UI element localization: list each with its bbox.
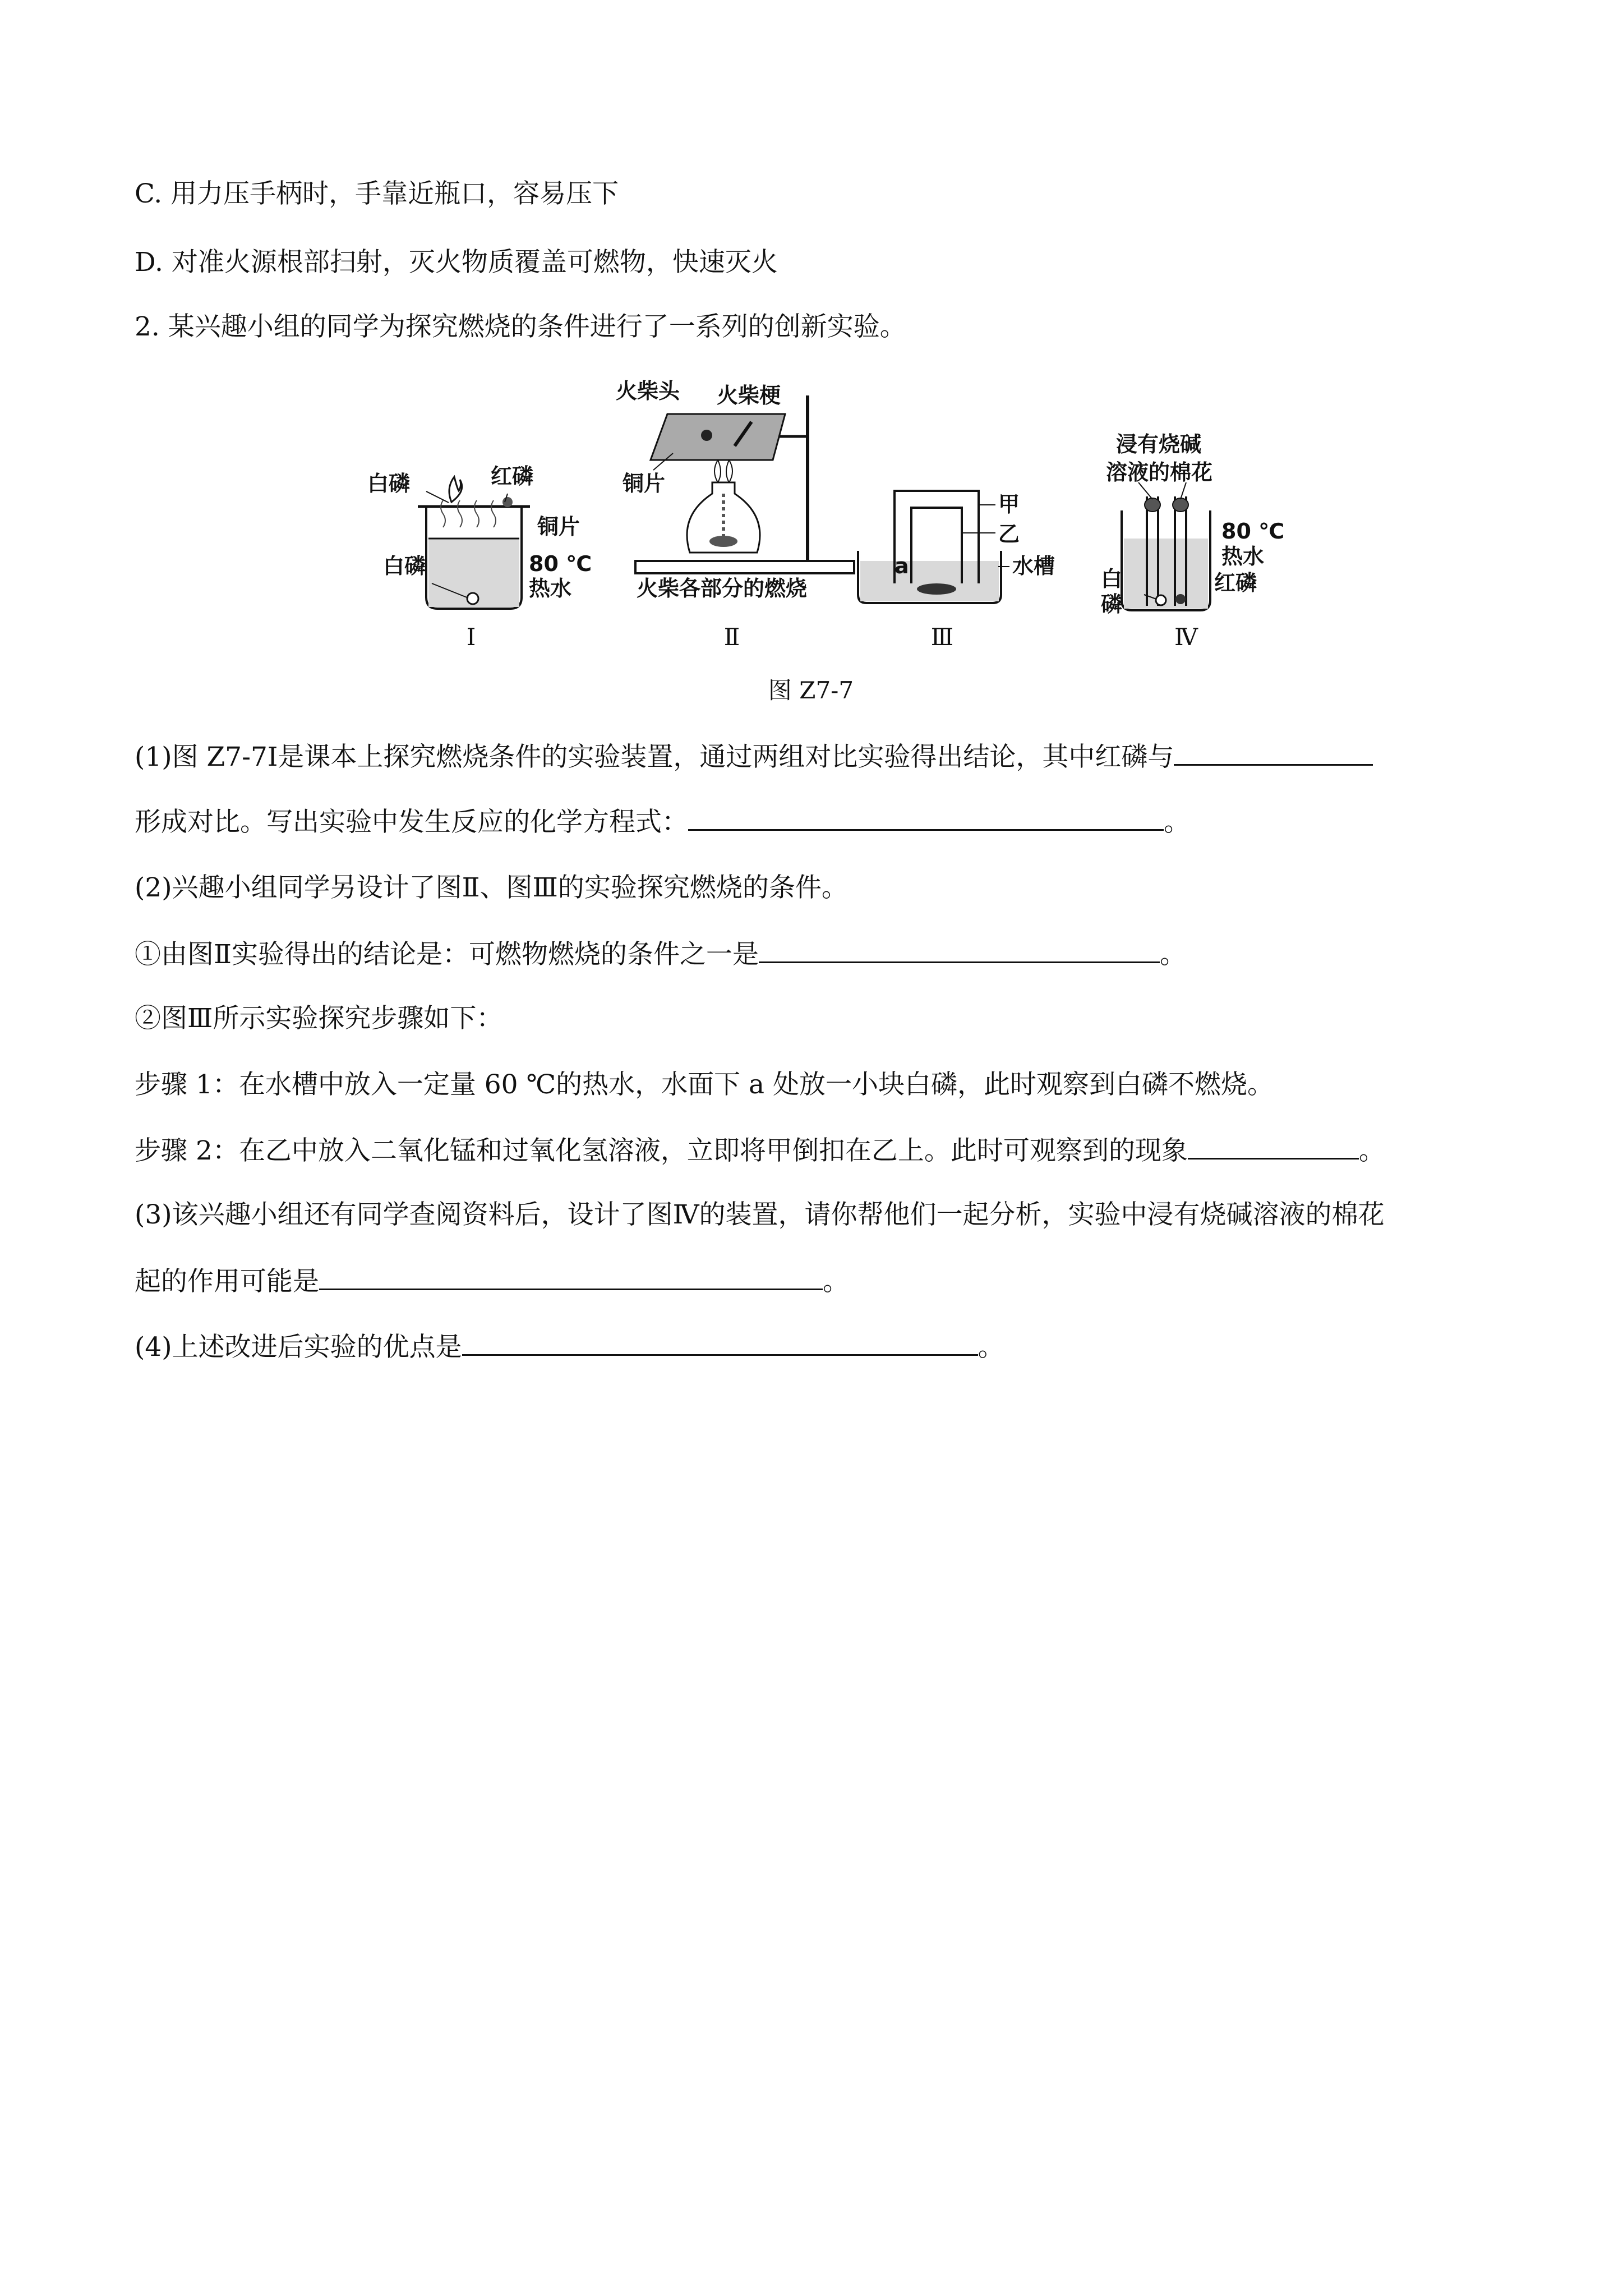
- experiment-figure: [0, 0, 1623, 724]
- part-4-line: [135, 1329, 1004, 1364]
- question-stem: 2. 某兴趣小组的同学为探究燃烧的条件进行了一系列的创新实验。: [135, 311, 906, 342]
- answer-blank-4[interactable]: [1188, 1133, 1359, 1159]
- part-2-1-period: 。: [1159, 939, 1186, 970]
- option-c: C. 用力压手柄时，手靠近瓶口，容易压下: [135, 178, 619, 209]
- part-2-1-line: [135, 937, 1186, 972]
- option-d: D. 对准火源根部扫射，灭火物质覆盖可燃物，快速灭火: [135, 247, 778, 278]
- answer-blank-1[interactable]: [1174, 739, 1373, 766]
- part-1-line-2: [135, 804, 1190, 839]
- part-2-2-intro: ②图Ⅲ所示实验探究步骤如下：: [135, 1003, 503, 1034]
- part-1-text: (1)图 Z7-7Ⅰ是课本上探究燃烧条件的实验装置，通过两组对比实验得出结论，其中红磷与: [135, 742, 1174, 772]
- panel-1-label-white-p-bottom: 白磷: [383, 554, 426, 578]
- panel-2-label-match-stick: 火柴梗: [717, 383, 781, 408]
- answer-blank-3[interactable]: [759, 937, 1160, 963]
- panel-4-label-white-p-2: 磷: [1101, 592, 1123, 616]
- panel-1-numeral: Ⅰ: [466, 623, 476, 651]
- panel-4-label-hot-water: 热水: [1221, 544, 1265, 569]
- panel-1-label-copper: 铜片: [537, 514, 580, 539]
- panel-3-numeral: Ⅲ: [930, 623, 954, 651]
- part-3-line-2: [135, 1264, 849, 1299]
- step-2-period: 。: [1358, 1135, 1385, 1166]
- panel-3-label-trough: 水槽: [1012, 554, 1055, 578]
- panel-1-label-hot-water: 热水: [529, 576, 572, 601]
- part-4-text: (4)上述改进后实验的优点是: [135, 1332, 462, 1363]
- step-1: 步骤 1：在水槽中放入一定量 60 ℃的热水，水面下 a 处放一小块白磷，此时观察到白磷不燃烧。: [135, 1069, 1274, 1100]
- panel-1-label-temp: 80 ℃: [529, 551, 592, 576]
- flame-icon: [449, 477, 462, 502]
- step-2-text: 步骤 2：在乙中放入二氧化锰和过氧化氢溶液，立即将甲倒扣在乙上。此时可观察到的现象: [135, 1135, 1188, 1166]
- part-3-line-1: (3)该兴趣小组还有同学查阅资料后，设计了图Ⅳ的装置，请你帮他们一起分析，实验中浸有烧碱溶液的棉花: [135, 1199, 1385, 1230]
- panel-4-label-white-p-1: 白: [1101, 567, 1123, 591]
- part-1-period: 。: [1164, 807, 1190, 838]
- answer-blank-2[interactable]: [688, 804, 1164, 831]
- part-1-equation-prompt: 形成对比。写出实验中发生反应的化学方程式：: [135, 807, 688, 838]
- panel-1-apparatus: [367, 464, 592, 651]
- panel-4-label-temp: 80 ℃: [1221, 519, 1285, 544]
- part-3-text: 起的作用可能是: [135, 1266, 319, 1297]
- panel-2-label-copper: 铜片: [623, 471, 666, 496]
- step-2-line: [135, 1133, 1385, 1168]
- panel-4-numeral: Ⅳ: [1174, 623, 1198, 651]
- panel-3-apparatus: [858, 491, 1055, 651]
- panel-3-label-jia: 甲: [998, 492, 1020, 517]
- panel-1-label-red-p: 红磷: [491, 464, 534, 489]
- panel-3-label-yi: 乙: [998, 522, 1020, 546]
- part-3-period: 。: [823, 1266, 849, 1297]
- part-4-period: 。: [978, 1332, 1004, 1363]
- panel-1-label-white-p-top: 白磷: [367, 471, 411, 496]
- figure-caption: 图 Z7-7: [768, 677, 854, 704]
- panel-2-apparatus: [616, 379, 854, 651]
- part-2-1-text: ①由图Ⅱ实验得出的结论是：可燃物燃烧的条件之一是: [135, 939, 759, 970]
- panel-3-label-a: a: [895, 554, 909, 578]
- part-1-line-1: [135, 739, 1373, 774]
- answer-blank-5[interactable]: [319, 1264, 823, 1290]
- answer-blank-6[interactable]: [462, 1329, 978, 1356]
- panel-4-apparatus: [1101, 432, 1284, 651]
- panel-4-label-cotton-2: 溶液的棉花: [1106, 460, 1213, 485]
- panel-2-title: 火柴各部分的燃烧: [637, 576, 808, 601]
- panel-2-label-match-head: 火柴头: [616, 379, 680, 403]
- part-2-intro: (2)兴趣小组同学另设计了图Ⅱ、图Ⅲ的实验探究燃烧的条件。: [135, 872, 848, 903]
- panel-2-numeral: Ⅱ: [723, 623, 740, 651]
- panel-4-label-red-p: 红磷: [1214, 570, 1257, 595]
- panel-4-label-cotton-1: 浸有烧碱: [1116, 432, 1202, 457]
